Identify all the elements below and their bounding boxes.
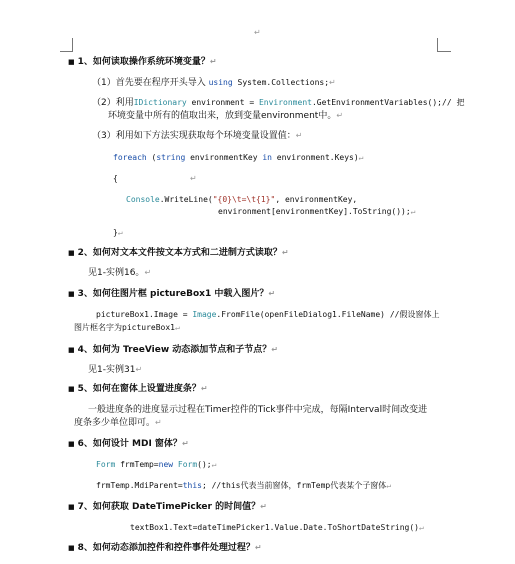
q2-body — [88, 268, 151, 279]
q1-step2-text: （2）利用 — [92, 98, 134, 108]
question-8-title: 8、如何动态添加控件和控件事件处理过程？ — [77, 543, 255, 553]
question-4-title: 4、如何为 TreeView 动态添加节点和子节点？ — [77, 345, 272, 355]
question-1-title: 1、如何读取操作系统环境变量？ — [77, 57, 210, 67]
crop-mark-left-vertical — [72, 38, 73, 52]
question-1-heading: ■ 1、如何读取操作系统环境变量？↵ — [68, 57, 217, 67]
question-5-heading: ■ 5、如何在窗体上设置进度条？↵ — [68, 384, 208, 394]
code-text: } — [113, 228, 118, 237]
paragraph-mark: ↵ — [418, 523, 424, 532]
q1-step1-code: System.Collections; — [232, 78, 330, 87]
q5-line2 — [74, 418, 162, 429]
q5-line1-text: 一般进度条的进度显示过程在Timer控件的Tick事件中完成，每隔Interval时间改变进 — [88, 405, 428, 415]
code-keyword: new — [158, 460, 174, 469]
code-text: ; //this代表当前窗体，frmTemp代表某个子窗体 — [201, 481, 387, 490]
q2-body-text: 见1-实例16。 — [88, 268, 145, 278]
paragraph-mark: ↵ — [329, 78, 336, 87]
code-text: textBox1.Text=dateTimePicker1.Value.Date.ToShortDateString() — [130, 523, 419, 532]
code-text: frmTemp.MdiParent= — [96, 481, 183, 490]
question-6-title: 6、如何设计 MDI 窗体？ — [77, 439, 182, 449]
q1-code-line4 — [218, 207, 415, 217]
q3-line2 — [74, 323, 180, 333]
q1-step3 — [92, 131, 302, 142]
code-type: Image — [192, 310, 217, 319]
code-text: pictureBox1.Image = — [96, 310, 193, 319]
question-6-heading: ■ 6、如何设计 MDI 窗体？↵ — [68, 439, 189, 449]
paragraph-mark: ↵ — [190, 174, 197, 183]
question-2-title: 2、如何对文本文件按文本方式和二进制方式读取？ — [77, 248, 282, 258]
q1-step2-line2-text: 环境变量中所有的值取出来，放到变量environment中。 — [108, 111, 337, 121]
code-text: , environmentKey, — [275, 195, 358, 204]
question-3-title: 3、如何往图片框 pictureBox1 中载入图片？ — [77, 289, 269, 299]
paragraph-mark: ↵ — [135, 365, 143, 374]
paragraph-mark: ↵ — [268, 289, 276, 298]
paragraph-mark: ↵ — [117, 228, 123, 237]
paragraph-mark: ↵ — [211, 460, 217, 469]
q1-step1-keyword: using — [208, 78, 233, 87]
paragraph-mark: ↵ — [181, 439, 189, 448]
question-2-heading: ■ 2、如何对文本文件按文本方式和二进制方式读取？↵ — [68, 248, 289, 258]
q1-step3-text: （3）利用如下方法实现获取每个环境变量设置值： — [92, 131, 296, 141]
code-text: 图片框名字为pictureBox1 — [74, 323, 175, 332]
q7-line1 — [130, 523, 424, 533]
paragraph-mark: ↵ — [200, 384, 208, 393]
q4-body — [88, 365, 142, 376]
question-5-title: 5、如何在窗体上设置进度条？ — [77, 384, 201, 394]
q1-step2-type: IDictionary — [133, 98, 187, 107]
crop-mark-left-horizontal — [60, 51, 73, 52]
paragraph-mark: ↵ — [271, 345, 278, 354]
q1-step2-line2 — [108, 111, 343, 122]
paragraph-mark: ↵ — [295, 131, 303, 140]
paragraph-mark: ↵ — [155, 418, 162, 427]
question-7-title: 7、如何获取 DateTimePicker 的时间值？ — [77, 502, 261, 512]
code-type: Form — [96, 460, 116, 469]
q6-line1 — [96, 460, 216, 470]
code-text: .WriteLine( — [159, 195, 213, 204]
paragraph-mark: ↵ — [209, 57, 217, 66]
crop-mark-right-horizontal — [437, 51, 451, 52]
paragraph-mark: ↵ — [144, 268, 152, 277]
q5-line2-text: 度条多少单位即可。 — [74, 418, 156, 428]
code-keyword: in — [262, 153, 272, 162]
q1-step2-code-b: .GetEnvironmentVariables();// 把 — [311, 98, 465, 107]
code-text: frmTemp= — [115, 460, 159, 469]
code-text: .FromFile(openFileDialog1.FileName) //假设窗体上 — [216, 310, 440, 319]
code-text: environment[environmentKey].ToString()); — [218, 207, 411, 216]
code-text: (); — [197, 460, 212, 469]
code-text: environment.Keys) — [271, 153, 359, 162]
q1-step2-code-a: environment = — [186, 98, 259, 107]
question-7-heading: ■ 7、如何获取 DateTimePicker 的时间值？↵ — [68, 502, 267, 512]
paragraph-mark: ↵ — [254, 543, 262, 552]
q1-step1-text: （1）首先要在程序开头导入 — [92, 78, 209, 88]
code-text: { — [113, 174, 118, 183]
paragraph-mark: ↵ — [410, 207, 416, 216]
paragraph-mark: ↵ — [174, 323, 180, 332]
header-paragraph-mark: ↵ — [254, 28, 261, 37]
question-8-heading: ■ 8、如何动态添加控件和控件事件处理过程？↵ — [68, 543, 262, 553]
q1-code-line3 — [126, 195, 357, 205]
question-3-heading: ■ 3、如何往图片框 pictureBox1 中载入图片？↵ — [68, 289, 276, 299]
q1-step2-type2: Environment — [258, 98, 312, 107]
q5-line1 — [88, 405, 427, 416]
code-keyword: string — [156, 153, 186, 162]
q4-body-text: 见1-实例31 — [88, 365, 136, 375]
code-text: ( — [146, 153, 157, 162]
crop-mark-right-vertical — [437, 38, 438, 52]
q1-code-line5 — [113, 228, 123, 238]
code-type: Console — [126, 195, 160, 204]
paragraph-mark: ↵ — [358, 153, 364, 162]
code-string: "{0}\t=\t{1}" — [212, 195, 276, 204]
paragraph-mark: ↵ — [260, 502, 267, 511]
q1-step2 — [92, 98, 464, 109]
q1-code-line2 — [113, 174, 118, 184]
question-4-heading: ■ 4、如何为 TreeView 动态添加节点和子节点？↵ — [68, 345, 278, 355]
code-keyword: foreach — [113, 153, 147, 162]
code-type: Form — [173, 460, 198, 469]
q1-step1 — [92, 78, 336, 89]
q6-line2 — [96, 481, 391, 491]
paragraph-mark: ↵ — [386, 481, 392, 490]
code-keyword: this — [182, 481, 202, 490]
q3-line1 — [96, 310, 439, 320]
paragraph-mark: ↵ — [336, 111, 344, 120]
q1-code-line1 — [113, 153, 364, 163]
code-text: environmentKey — [185, 153, 263, 162]
paragraph-mark: ↵ — [281, 248, 289, 257]
